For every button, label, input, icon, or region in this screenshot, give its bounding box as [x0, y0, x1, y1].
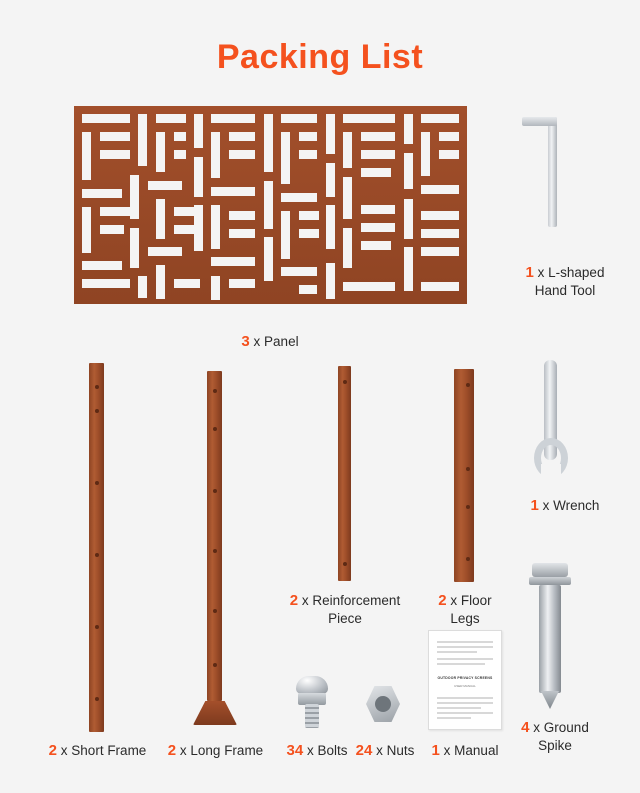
panel-illustration [74, 106, 467, 304]
caption-bolts-x: x [306, 743, 314, 758]
bolt-illustration [292, 676, 332, 728]
ground-spike-illustration [528, 563, 572, 713]
caption-short-frame [30, 742, 165, 761]
caption-ground-spike-qty: 4 [521, 719, 530, 736]
caption-manual-label: Manual [454, 743, 499, 758]
caption-short-frame-label: Short Frame [71, 743, 147, 758]
l-tool-horizontal-bar [522, 117, 557, 126]
caption-long-frame-x: x [179, 743, 187, 758]
caption-long-frame [148, 742, 283, 761]
caption-ground-spike [495, 719, 615, 755]
caption-manual [420, 742, 510, 761]
reinforcement-piece-illustration [338, 366, 351, 581]
caption-reinforcement-piece [265, 592, 425, 628]
caption-ground-spike-x: x [533, 720, 541, 735]
caption-reinforcement-piece-x: x [301, 593, 309, 608]
caption-floor-legs-qty: 2 [438, 592, 447, 609]
nut-hole [375, 696, 391, 712]
caption-nuts-qty: 24 [355, 742, 373, 759]
caption-wrench-qty: 1 [530, 497, 539, 514]
caption-manual-x: x [443, 743, 451, 758]
caption-manual-qty: 1 [431, 742, 440, 759]
l-shaped-hand-tool-illustration [520, 115, 580, 230]
caption-nuts [345, 742, 425, 761]
caption-reinforcement-piece-label2: Piece [328, 610, 362, 626]
caption-floor-legs-label2: Legs [450, 610, 480, 626]
wrench-illustration [527, 360, 575, 482]
caption-nuts-x: x [376, 743, 383, 758]
caption-panel [180, 333, 360, 352]
l-tool-vertical-bar [548, 117, 557, 227]
caption-panel-qty: 3 [241, 333, 250, 350]
caption-ground-spike-label: Ground [543, 720, 589, 735]
caption-short-frame-qty: 2 [48, 742, 58, 759]
floor-legs-illustration [454, 369, 474, 582]
nut-illustration [366, 686, 400, 722]
caption-wrench-label: Wrench [553, 498, 600, 513]
page-title: Packing List [216, 38, 424, 76]
caption-l-hand-tool-label2: Hand Tool [534, 282, 596, 298]
caption-long-frame-qty: 2 [167, 742, 177, 759]
caption-ground-spike-label2: Spike [538, 737, 572, 753]
caption-nuts-label: Nuts [386, 743, 415, 758]
caption-l-hand-tool-label: L-shaped [548, 265, 605, 280]
wrench-jaw-gap [541, 464, 561, 484]
caption-reinforcement-piece-label: Reinforcement [312, 593, 401, 608]
caption-short-frame-x: x [60, 743, 68, 758]
short-frame-illustration [89, 363, 104, 732]
ground-spike-tip [541, 691, 559, 709]
caption-bolts-label: Bolts [317, 743, 348, 758]
manual-cover-subtitle: USER MANUAL [454, 684, 476, 688]
caption-bolts-qty: 34 [286, 742, 304, 759]
ground-spike-body [539, 585, 561, 693]
long-frame-illustration [207, 371, 222, 701]
ground-spike-washer [529, 577, 571, 585]
caption-floor-legs [410, 592, 520, 628]
caption-panel-x: x [253, 334, 261, 349]
manual-illustration [428, 630, 502, 730]
bolt-shaft [305, 704, 319, 728]
caption-wrench [505, 497, 625, 516]
ground-spike-head [532, 563, 568, 577]
caption-wrench-x: x [542, 498, 550, 513]
caption-floor-legs-label: Floor [460, 593, 492, 608]
caption-l-hand-tool [500, 264, 630, 300]
bolt-head [296, 676, 328, 694]
caption-panel-label: Panel [264, 334, 299, 349]
caption-reinforcement-piece-qty: 2 [289, 592, 299, 609]
caption-l-hand-tool-x: x [537, 265, 545, 280]
manual-cover-title: OUTDOOR PRIVACY SCREENS [437, 676, 493, 680]
caption-floor-legs-x: x [450, 593, 458, 608]
caption-long-frame-label: Long Frame [190, 743, 264, 758]
long-frame-base-plate [193, 701, 237, 725]
caption-l-hand-tool-qty: 1 [525, 264, 534, 281]
